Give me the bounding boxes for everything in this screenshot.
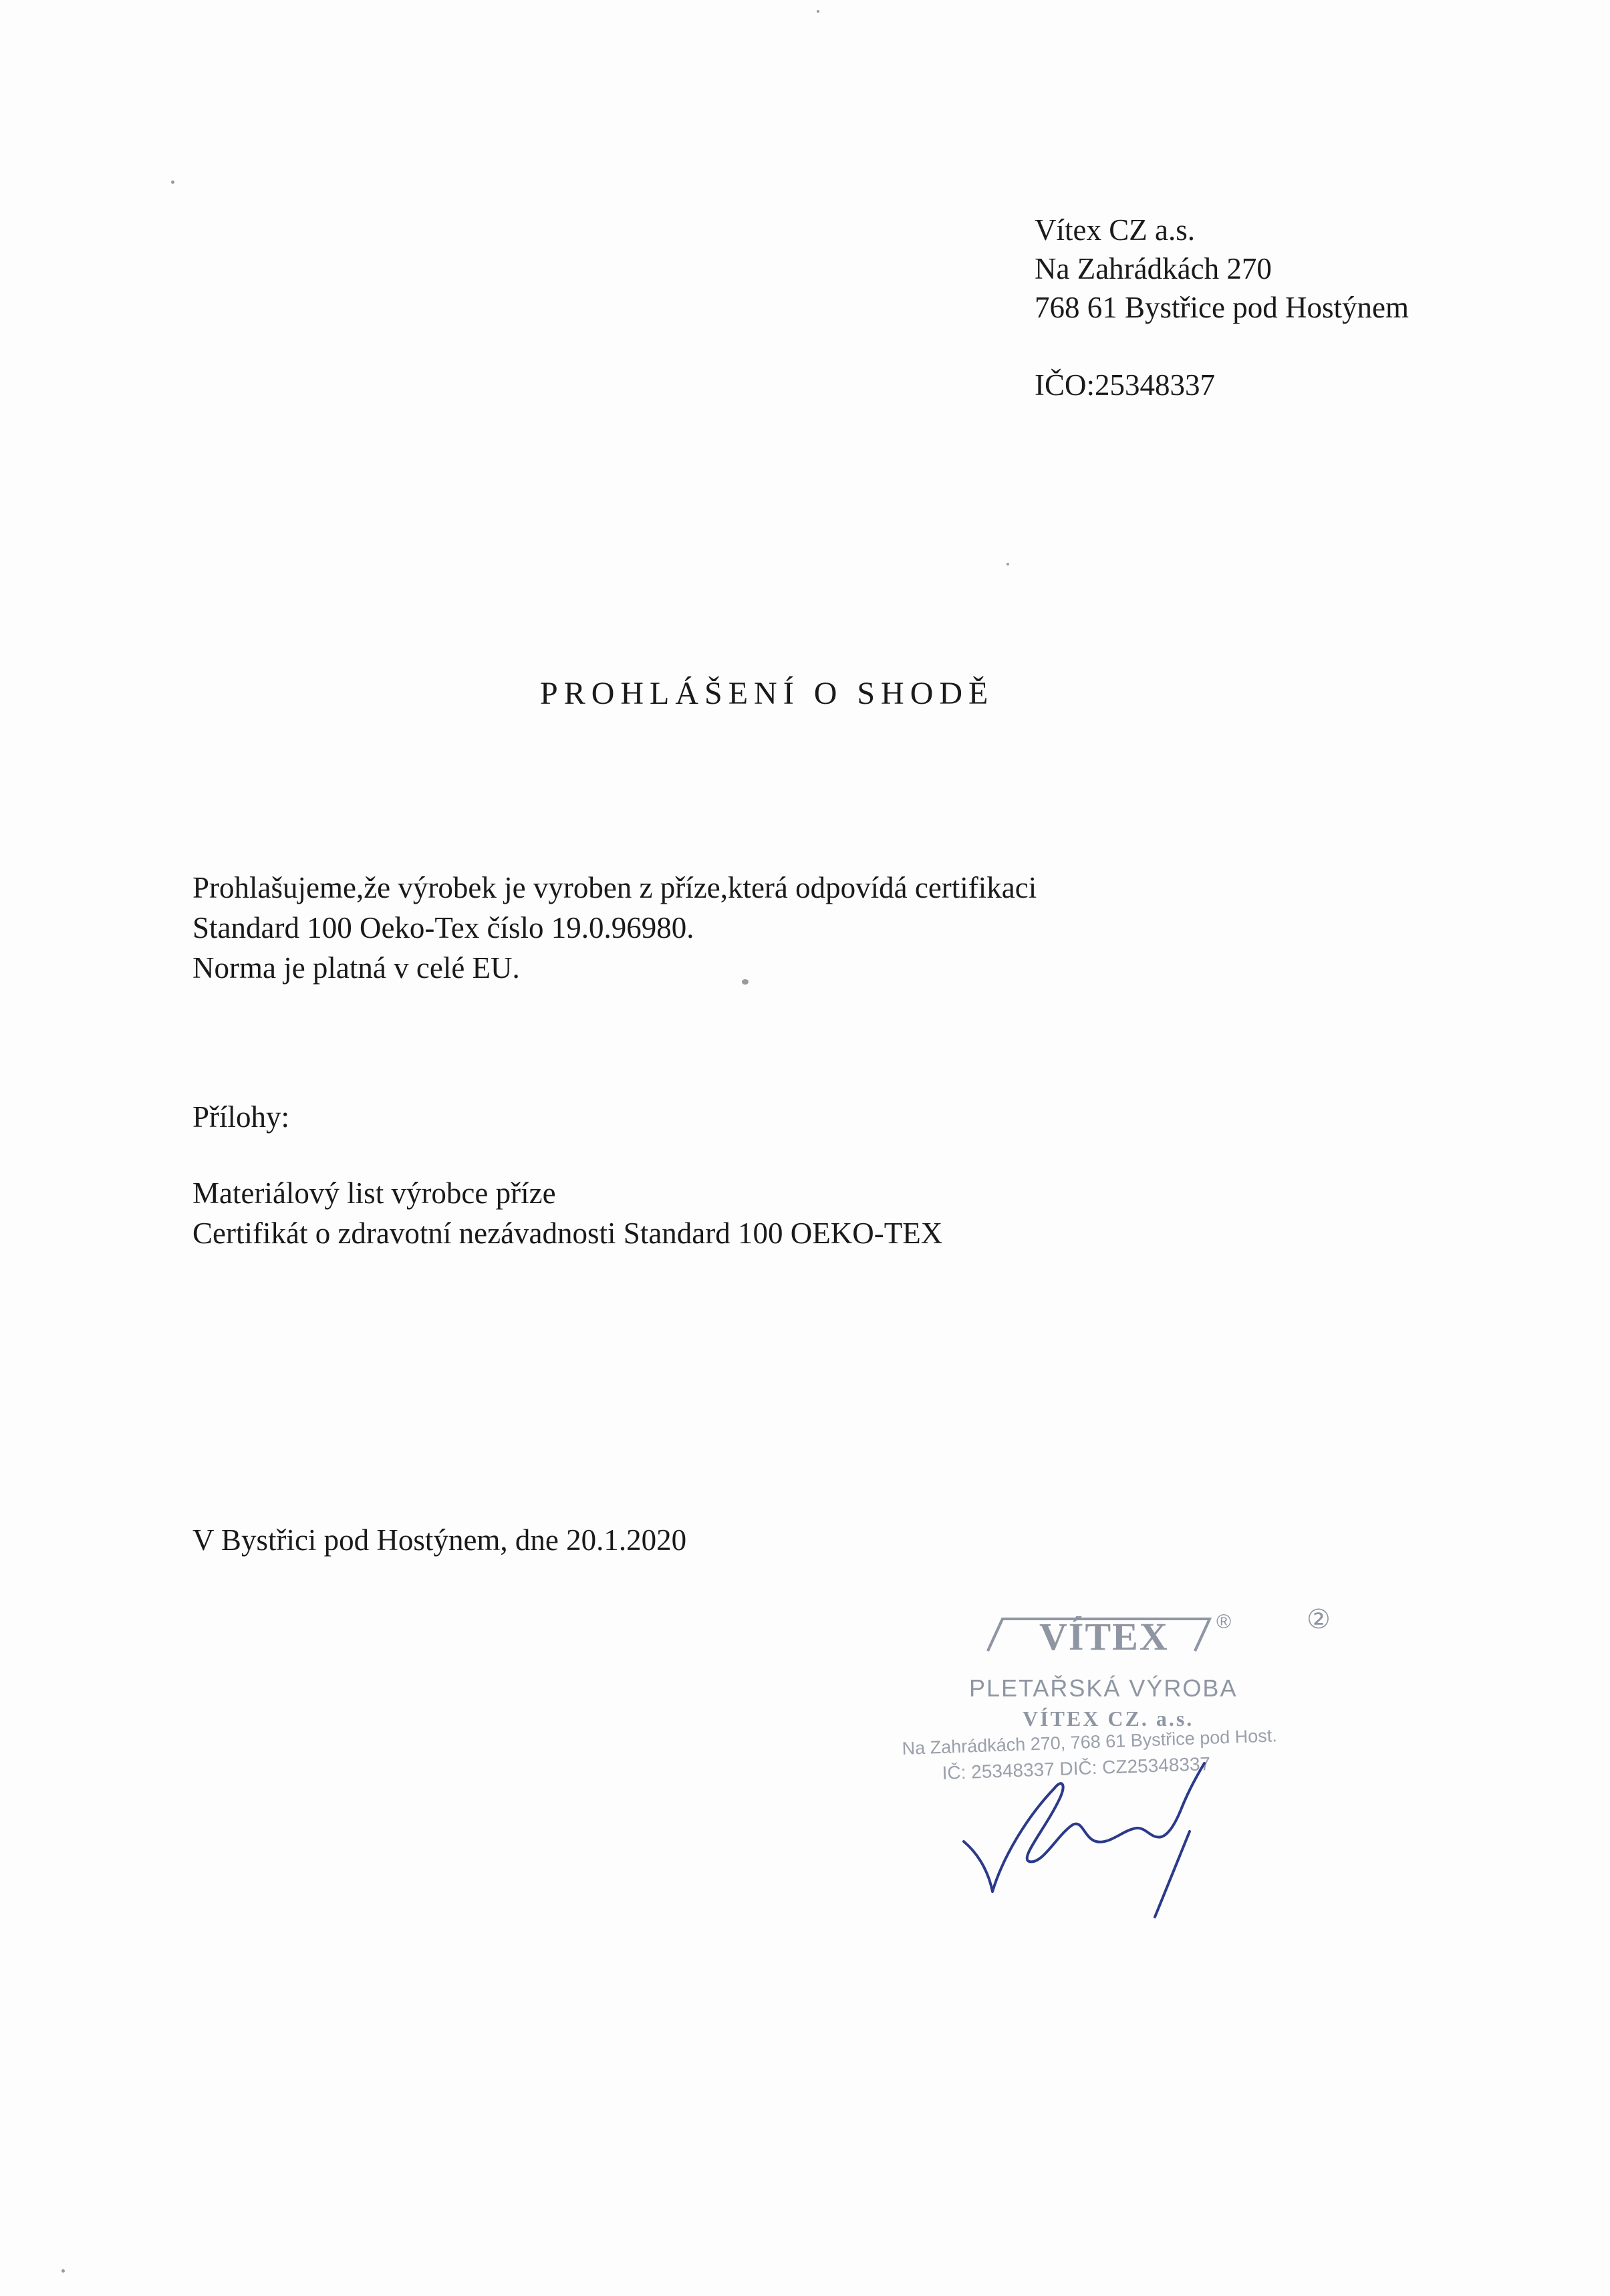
sender-company: Vítex CZ a.s. bbox=[1035, 213, 1195, 247]
declaration-line: Norma je platná v celé EU. bbox=[192, 951, 520, 985]
stamp-line-production: PLETAŘSKÁ VÝROBA bbox=[969, 1674, 1238, 1702]
stamp-line-address: Na Zahrádkách 270, 768 61 Bystřice pod Host. bbox=[902, 1725, 1278, 1759]
company-stamp bbox=[902, 1604, 1357, 1918]
sender-city: 768 61 Bystřice pod Hostýnem bbox=[1035, 291, 1409, 324]
stamp-line-ids: IČ: 25348337 DIČ: CZ25348337 bbox=[942, 1753, 1211, 1783]
signature bbox=[964, 1763, 1204, 1917]
scan-speck bbox=[61, 2269, 65, 2273]
scan-speck bbox=[171, 180, 174, 184]
declaration-line: Standard 100 Oeko-Tex číslo 19.0.96980. bbox=[192, 911, 694, 944]
scan-speck bbox=[1007, 563, 1009, 565]
attachments-list bbox=[192, 1173, 942, 1253]
declaration-line: Prohlašujeme,že výrobek je vyroben z příze,která odpovídá certifikaci bbox=[192, 871, 1037, 904]
place-and-date: V Bystřici pod Hostýnem, dne 20.1.2020 bbox=[192, 1523, 687, 1557]
number-mark: ② bbox=[1307, 1604, 1331, 1635]
attachments-label: Přílohy: bbox=[192, 1100, 290, 1134]
declaration-text bbox=[192, 868, 1037, 988]
attachment-item: Certifikát o zdravotní nezávadnosti Standard 100 OEKO-TEX bbox=[192, 1217, 943, 1250]
scan-speck bbox=[742, 979, 749, 985]
sender-ico: IČO:25348337 bbox=[1035, 368, 1215, 402]
stamp-logo bbox=[988, 1615, 1210, 1658]
sender-street: Na Zahrádkách 270 bbox=[1035, 252, 1272, 285]
stamp-logo-text: VÍTEX bbox=[1039, 1615, 1169, 1658]
scan-speck bbox=[817, 10, 819, 13]
sender-address bbox=[1035, 211, 1409, 404]
document-title: PROHLÁŠENÍ O SHODĚ bbox=[540, 676, 994, 711]
registered-mark: ® bbox=[1216, 1611, 1232, 1633]
attachment-item: Materiálový list výrobce příze bbox=[192, 1176, 556, 1210]
stamp-line-company: VÍTEX CZ. a.s. bbox=[1023, 1706, 1194, 1731]
stamp-graphic bbox=[902, 1604, 1357, 1918]
